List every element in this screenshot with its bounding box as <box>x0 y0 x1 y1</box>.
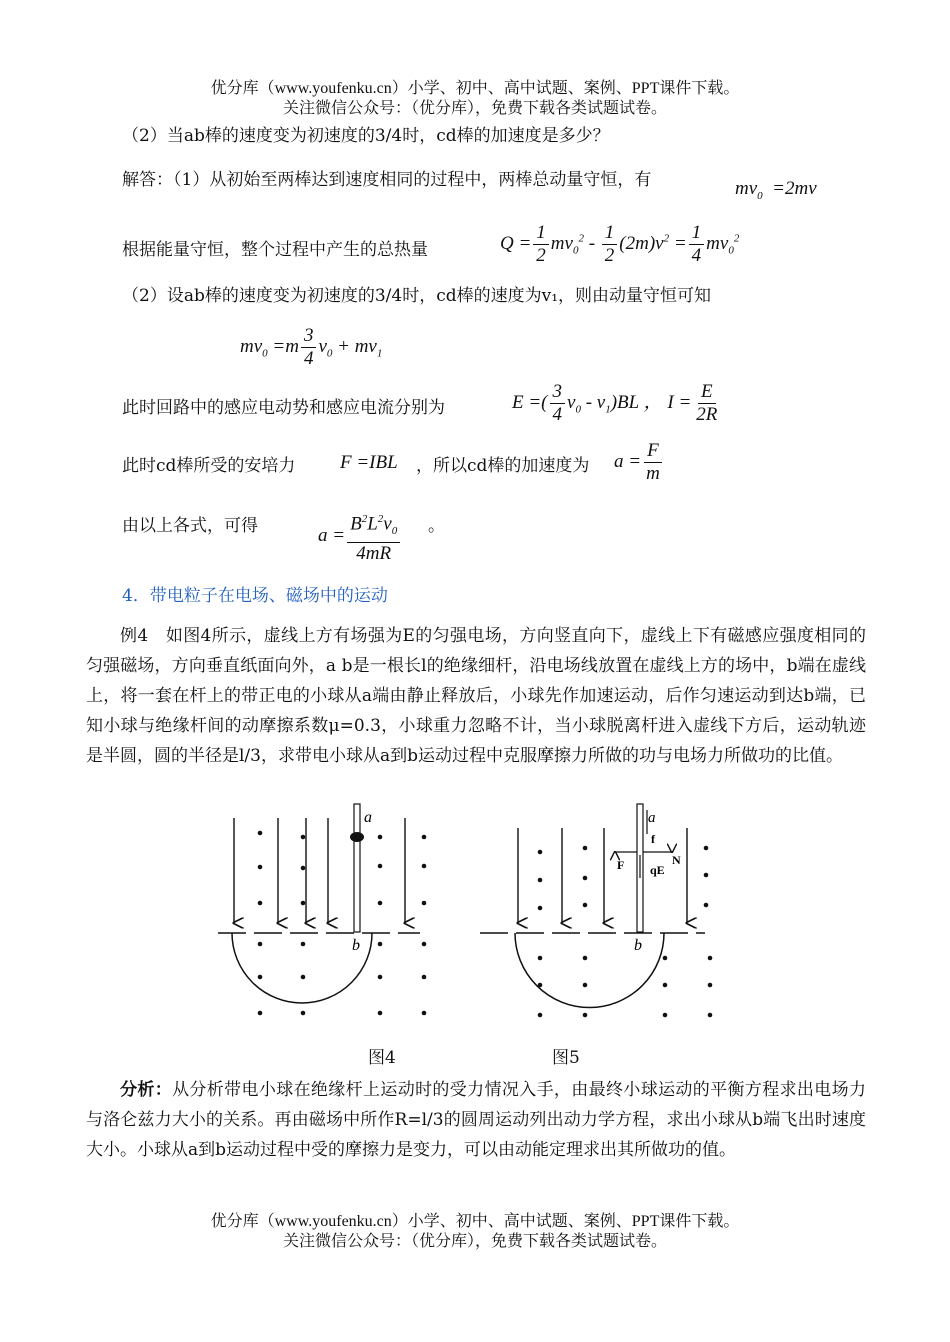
footer-line-1: 优分库（www.youfenku.cn）小学、初中、高中试题、案例、PPT课件下载。 <box>210 1213 740 1230</box>
answer-period: 。 <box>428 516 445 536</box>
analysis-paragraph <box>86 1075 866 1165</box>
figure-5 <box>480 804 712 1017</box>
example-4-text: 例4 如图4所示，虚线上方有场强为E的匀强电场，方向竖直向下，虚线上下有磁感应强度相同的匀强磁场，方向垂直纸面向外，a b是一根长l的绝缘细杆，沿电场线放置在虚线上方的场中，b端在虚线上，将一套在杆上的带正电的小球从a端由静止释放后，小球先作加速运动，后作匀速运动到达b端，已知小球与绝缘杆间的动摩擦系数μ=0.3，小球重力忽略不计，当小球脱离杆进入虚线下方后，运动轨迹是半圆，圆的半径是l/3，求带电小球从a到b运动过程中克服摩擦力所做的功与电场力所做功的比值。 <box>86 626 866 766</box>
answer-result: 由以上各式，可得 <box>122 516 258 536</box>
caption-figure-4: 图4 <box>368 1048 396 1068</box>
fig4-label-a: a <box>364 809 372 826</box>
fig5-label-b: b <box>634 937 642 954</box>
answer-intro: 解答：（1）从初始至两棒达到速度相同的过程中，两棒总动量守恒，有 <box>122 170 652 190</box>
eq-emf: E =( $\frac{3}{4}$ $v_0 - v_1)BL$ ， I = $\frac{E}{2R}$ <box>512 381 718 425</box>
eq-momentum: $mv_0 =2mv$ <box>735 178 817 202</box>
fig5-label-f: f <box>651 832 655 846</box>
header-line-2: 关注微信公众号：（优分库），免费下载各类试题试卷。 <box>282 100 667 117</box>
footer-line-2: 关注微信公众号：（优分库），免费下载各类试题试卷。 <box>282 1233 667 1250</box>
eq-force: F =IBL <box>340 452 398 473</box>
analysis-text: 从分析带电小球在绝缘杆上运动时的受力情况入手，由最终小球运动的平衡方程求出电场力与洛仑兹力大小的关系。再由磁场中所作R=l/3的圆周运动列出动力学方程，求出小球从b端飞出时速度大小。小球从a到b运动过程中受的摩擦力是变力，可以由动能定理求出其所做功的值。 <box>86 1080 867 1160</box>
answer-force-b: ，所以cd棒的加速度为 <box>416 456 590 476</box>
eq-heat: Q = $\frac{1}{2}$ $mv_0^2$ - $\frac{1}{2}$ $(2m)v^2$ = $\frac{1}{4}$ $mv_0^2$ <box>500 222 740 266</box>
answer-force-a: 此时cd棒所受的安培力 <box>122 456 296 476</box>
fig4-label-b: b <box>352 937 360 954</box>
analysis-label: 分析： <box>120 1080 173 1100</box>
eq-momentum-2: $mv_0 =m$ $\frac{3}{4}$ $v_0 + mv_1$ <box>240 325 383 369</box>
fig5-label-N: N <box>672 853 681 867</box>
fig5-label-F: F <box>617 858 625 872</box>
fig5-label-a: a <box>648 810 656 826</box>
answer-part2: （2）设ab棒的速度变为初速度的3/4时，cd棒的速度为v₁，则由动量守恒可知 <box>122 286 712 306</box>
figures-4-5 <box>210 800 740 1030</box>
question-2: （2）当ab棒的速度变为初速度的3/4时，cd棒的加速度是多少？ <box>122 126 610 146</box>
answer-emf: 此时回路中的感应电动势和感应电流分别为 <box>122 398 445 418</box>
fig5-label-qE: qE <box>650 863 665 877</box>
eq-result: a = $\frac{B^2L^2v_0}{4mR}$ <box>318 508 402 565</box>
header-line-1: 优分库（www.youfenku.cn）小学、初中、高中试题、案例、PPT课件下载。 <box>210 80 740 97</box>
section-4-heading: 4．带电粒子在电场、磁场中的运动 <box>122 586 388 606</box>
answer-energy: 根据能量守恒，整个过程中产生的总热量 <box>122 240 428 260</box>
figure-4 <box>218 804 426 1015</box>
eq-accel: a = $\frac{F}{m}$ <box>614 440 660 484</box>
caption-figure-5: 图5 <box>552 1048 580 1068</box>
